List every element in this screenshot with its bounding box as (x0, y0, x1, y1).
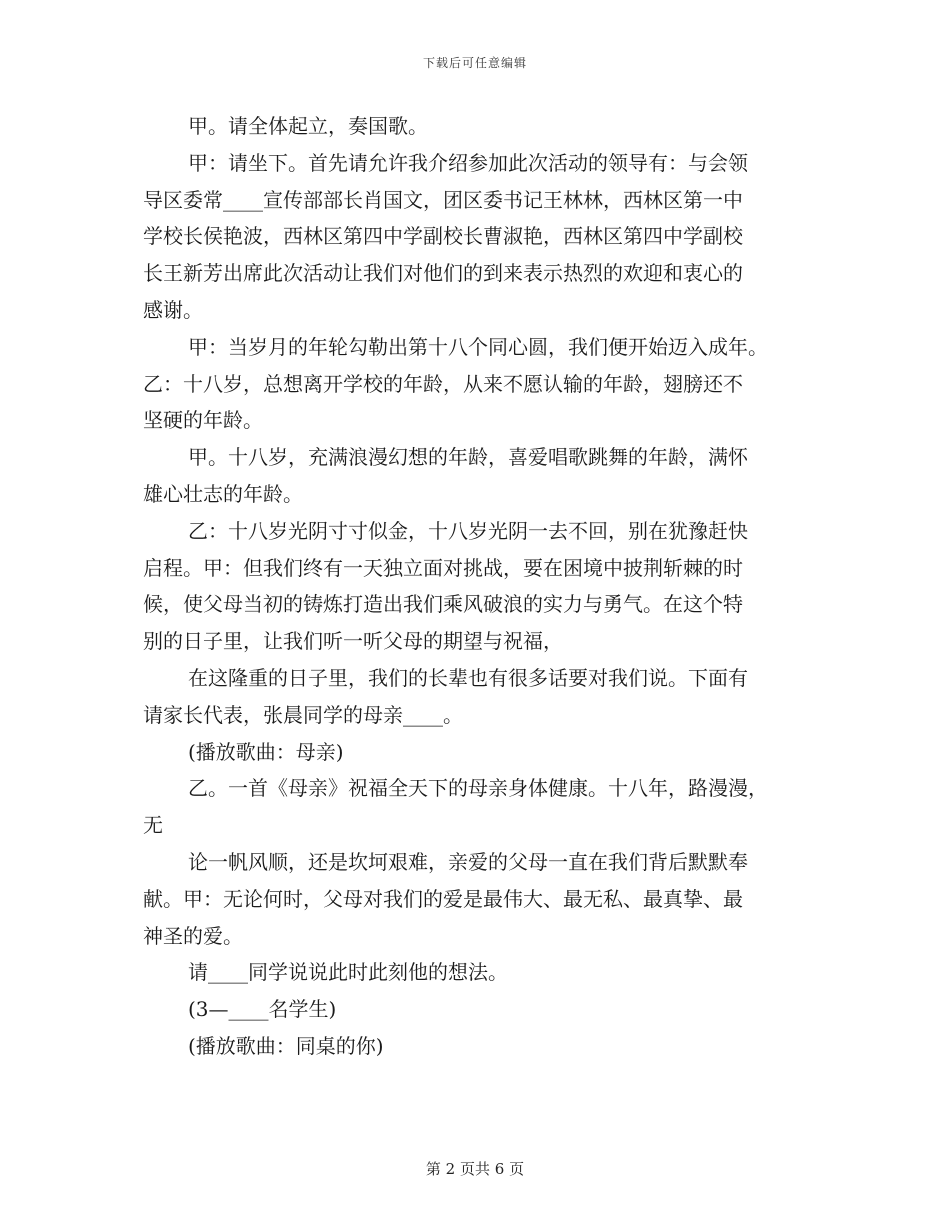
paragraph-line: 雄心壮志的年龄。 (143, 481, 303, 506)
paragraph-line: 长王新芳出席此次活动让我们对他们的到来表示热烈的欢迎和衷心的 (143, 261, 743, 286)
paragraph-line: 甲。请全体起立，奏国歌。 (188, 114, 428, 138)
paragraph-line: 无 (143, 813, 163, 838)
paragraph-line: 导区委常____宣传部部长肖国文，团区委书记王林林，西林区第一中 (143, 187, 743, 212)
paragraph-line: 乙：十八岁光阴寸寸似金，十八岁光阴一去不回，别在犹豫赶快 (188, 518, 748, 543)
paragraph-line: (播放歌曲：母亲) (188, 739, 344, 764)
paragraph-line: 感谢。 (143, 297, 203, 322)
paragraph-line: (播放歌曲：同桌的你) (188, 1033, 384, 1058)
page-header-note: 下载后可任意编辑 (422, 56, 527, 70)
paragraph-line: 坚硬的年龄。 (143, 408, 263, 433)
paragraph-line: 乙。一首《母亲》祝福全天下的母亲身体健康。十八年，路漫漫， (188, 776, 768, 801)
paragraph-line: 甲。十八岁，充满浪漫幻想的年龄，喜爱唱歌跳舞的年龄，满怀 (188, 445, 748, 470)
paragraph-line: 候，使父母当初的铸炼打造出我们乘风破浪的实力与勇气。在这个特 (143, 592, 743, 617)
paragraph-line: 论一帆风顺，还是坎坷艰难，亲爱的父母一直在我们背后默默奉 (188, 849, 748, 874)
paragraph-line: 启程。甲：但我们终有一天独立面对挑战，要在困境中披荆斩棘的时 (143, 555, 743, 580)
paragraph-line: 甲：请坐下。首先请允许我介绍参加此次活动的领导有：与会领 (188, 150, 748, 175)
page-number: 第 2 页共 6 页 (425, 1160, 525, 1178)
paragraph-line: 别的日子里，让我们听一听父母的期望与祝福， (143, 629, 563, 654)
paragraph-line: 献。甲：无论何时，父母对我们的爱是最伟大、最无私、最真挚、最 (143, 886, 743, 911)
paragraph-line: 学校长侯艳波，西林区第四中学副校长曹淑艳，西林区第四中学副校 (143, 224, 743, 249)
paragraph-line: 请家长代表，张晨同学的母亲____。 (143, 702, 463, 727)
paragraph-line: 乙：十八岁，总想离开学校的年龄，从来不愿认输的年龄，翅膀还不 (143, 371, 743, 396)
paragraph-line: 在这隆重的日子里，我们的长辈也有很多话要对我们说。下面有 (188, 665, 748, 690)
document-body (143, 108, 813, 1065)
paragraph-line: (3—____名学生) (188, 997, 337, 1022)
paragraph-line: 神圣的爱。 (143, 923, 243, 948)
paragraph-line: 甲：当岁月的年轮勾勒出第十八个同心圆，我们便开始迈入成年。 (188, 334, 768, 359)
paragraph-line: 请____同学说说此时此刻他的想法。 (188, 960, 508, 985)
